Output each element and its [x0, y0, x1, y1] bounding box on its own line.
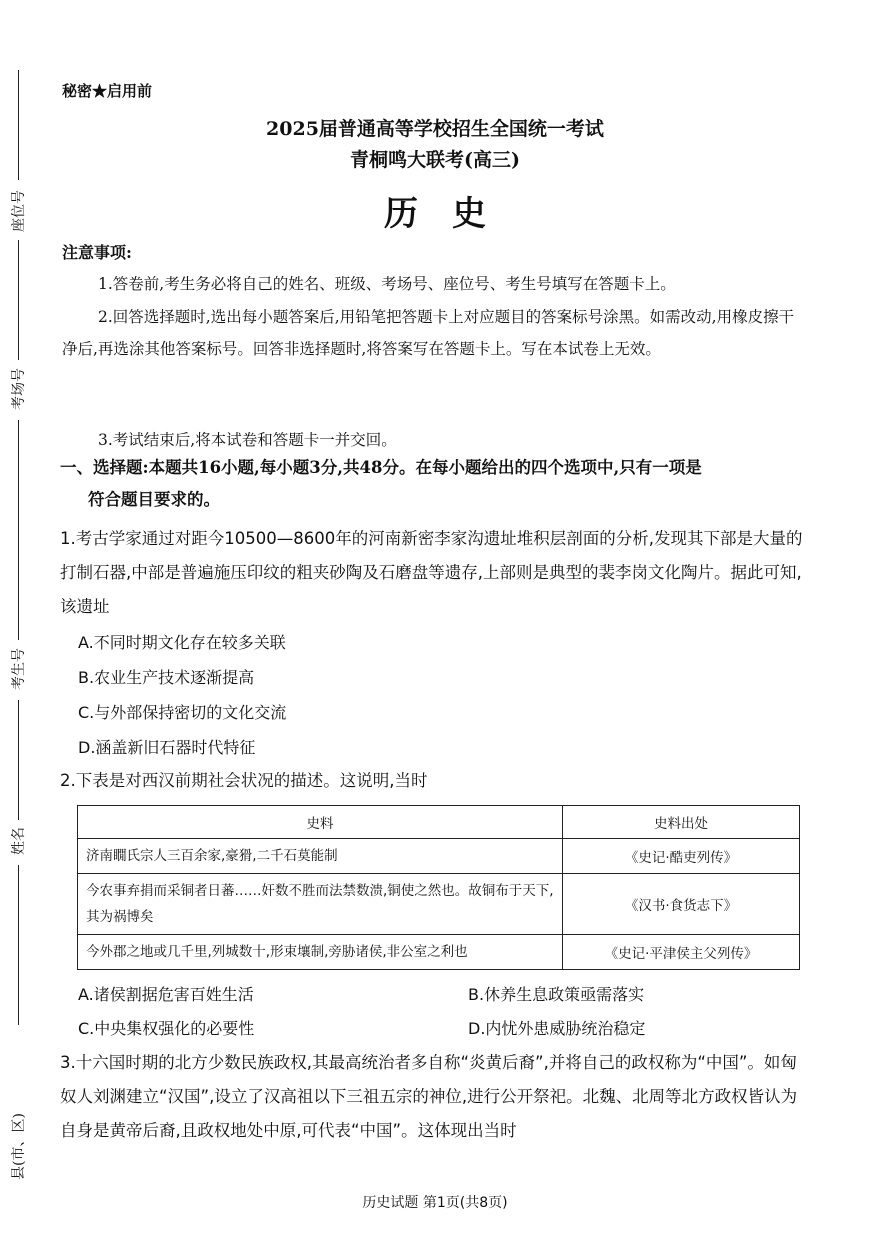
county-label: 县(市、区) [11, 1113, 27, 1180]
section-heading-line2: 符合题目要求的。 [88, 490, 220, 509]
note-item: 3.考试结束后,将本试卷和答题卡一并交回。 [98, 431, 397, 449]
question-2-option-c: C.中央集权强化的必要性 [78, 1019, 255, 1038]
seat-number-label: 座位号 [11, 190, 27, 232]
question-1-stem: 1.考古学家通过对距今10500—8600年的河南新密李家沟遗址堆积层剖面的分析,发现其下部是大量的打制石器,中部是普遍施压印纹的粗夹砂陶及石磨盘等遗存,上部则是典型的裴李岗文化陶片。据此可知,该遗址 [60, 529, 803, 616]
section-heading-line1: 一、选择题:本题共16小题,每小题3分,共48分。在每小题给出的四个选项中,只有一项是 [60, 458, 702, 477]
question-1-option-a: A.不同时期文化存在较多关联 [78, 633, 286, 652]
question-1-option-b: B.农业生产技术逐渐提高 [78, 668, 255, 687]
exam-subtitle: 青桐鸣大联考(高三) [350, 149, 520, 171]
binding-line [18, 865, 19, 1025]
question-2-stem: 2.下表是对西汉前期社会状况的描述。这说明,当时 [60, 771, 428, 790]
question-1-option-c: C.与外部保持密切的文化交流 [78, 703, 287, 722]
table-cell-origin: 《史记·平津侯主父列传》 [563, 935, 800, 970]
question-3-stem: 3.十六国时期的北方少数民族政权,其最高统治者多自称“炎黄后裔”,并将自己的政权称为“中国”。如匈奴人刘渊建立“汉国”,设立了汉高祖以下三祖五宗的神位,进行公开祭祀。北魏、北周等北方政权皆认为自身是黄帝后裔,且政权地处中原,可代表“中国”。这体现出当时 [60, 1053, 798, 1140]
table-row [78, 839, 800, 874]
table-header-origin: 史料出处 [563, 806, 800, 839]
notes-heading: 注意事项: [62, 243, 132, 262]
page-footer: 历史试题 第1页(共8页) [362, 1195, 508, 1211]
confidential-mark: 秘密★启用前 [62, 82, 153, 100]
question-2-option-d: D.内忧外患威胁统治稳定 [468, 1019, 646, 1038]
name-label: 姓名 [11, 827, 27, 855]
question-1-option-d: D.涵盖新旧石器时代特征 [78, 738, 256, 757]
question-2-option-b: B.休养生息政策亟需落实 [468, 985, 645, 1004]
question-2-option-a: A.诸侯割据危害百姓生活 [78, 985, 254, 1004]
section-heading [60, 452, 805, 516]
table-cell-origin: 《史记·酷吏列传》 [563, 839, 800, 874]
table-row [78, 935, 800, 970]
source-table [77, 805, 800, 970]
table-cell-source: 济南瞯氏宗人三百余家,豪猾,二千石莫能制 [78, 839, 563, 874]
table-header-row [78, 806, 800, 839]
table-header-source: 史料 [78, 806, 563, 839]
binding-line [18, 240, 19, 360]
candidate-number-label: 考生号 [11, 648, 27, 690]
table-row [78, 874, 800, 935]
table-cell-source: 今外郡之地或几千里,列城数十,形束壤制,旁胁诸侯,非公室之利也 [78, 935, 563, 970]
exam-title: 2025届普通高等学校招生全国统一考试 [266, 118, 604, 140]
note-item: 1.答卷前,考生务必将自己的姓名、班级、考场号、座位号、考生号填写在答题卡上。 [98, 275, 676, 293]
table-cell-origin: 《汉书·食货志下》 [563, 874, 800, 935]
binding-line [18, 700, 19, 820]
binding-line [18, 420, 19, 640]
subject-title: 历史 [384, 194, 520, 234]
table-cell-source: 今农事弃捐而采铜者日蕃……奸数不胜而法禁数溃,铜使之然也。故铜布于天下,其为祸博矣 [78, 874, 563, 935]
exam-room-label: 考场号 [11, 368, 27, 410]
note-item: 2.回答选择题时,选出每小题答案后,用铅笔把答题卡上对应题目的答案标号涂黑。如需改动,用橡皮擦干净后,再选涂其他答案标号。回答非选择题时,将答案写在答题卡上。写在本试卷上无效。 [62, 308, 795, 358]
